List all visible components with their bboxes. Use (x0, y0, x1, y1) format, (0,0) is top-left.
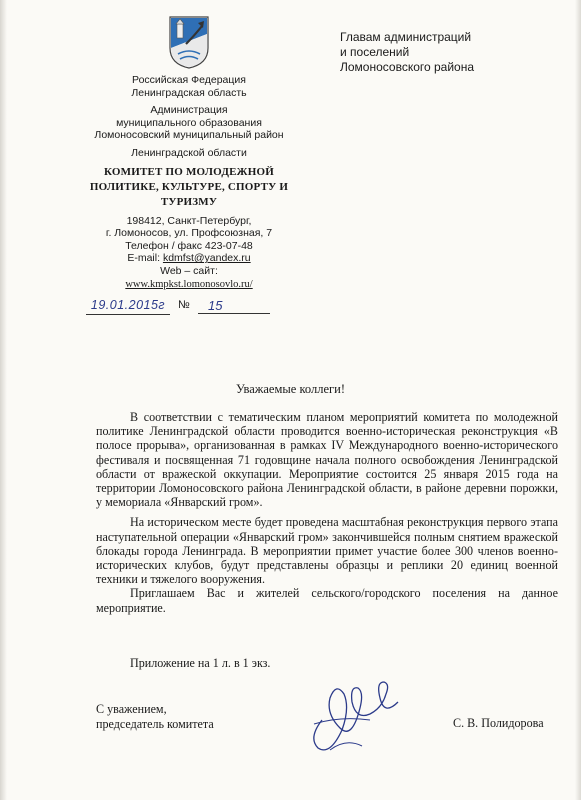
handwritten-signature (300, 668, 410, 758)
salutation: Уважаемые коллеги! (236, 382, 345, 396)
scan-edge (0, 0, 7, 800)
website-link[interactable]: www.kmpkst.lomonosovlo.ru/ (125, 278, 253, 290)
signer-name: С. В. Полидорова (453, 716, 544, 730)
address-line: 198412, Санкт-Петербург, (126, 214, 252, 227)
closing-regards: С уважением, (96, 702, 167, 716)
addressee-line: Ломоносовского района (340, 60, 475, 74)
closing (96, 702, 214, 731)
handwritten-number: 15 (198, 298, 270, 314)
body-paragraph: На историческом месте будет проведена масштабная реконструкция первого этапа наступательной операции «Январский гром» закончившейся полным снятием вражеской блокады города Ленинграда. В мероприятии примет участие более 300 членов военно-исторических клубов, будут представлены образцы и реплики 20 единиц военной техники и тяжелого вооружения. (96, 515, 558, 587)
letter-body (96, 410, 558, 615)
committee-name-line: КОМИТЕТ ПО МОЛОДЕЖНОЙ (103, 165, 275, 178)
registration-line (86, 298, 276, 316)
email-link[interactable]: kdmfst@yandex.ru (162, 252, 251, 265)
email-label: E-mail: (127, 252, 163, 265)
web-label: Web – сайт: (160, 264, 218, 277)
address-line: г. Ломоносов, ул. Профсоюзная, 7 (105, 227, 273, 240)
scan-edge (575, 0, 581, 800)
addressee-line: и поселений (340, 45, 410, 59)
body-paragraph: В соответствии с тематическим планом мероприятий комитета по молодежной политике Ленинградской области проводится военно-историческая реконструкция «В полосе прорыва», организованная в рамках IV Международного военно-исторического фестиваля и посвященная 71 годовщине начала полного освобождения Ленинградской области от вражеской оккупации. Мероприятие состоится 25 января 2015 года на территории Ломоносовского района Ленинградской области, в районе деревни порожки, у мемориала «Январский гром». (96, 410, 558, 510)
number-sign: № (178, 299, 190, 311)
addressee-line: Главам администраций (340, 30, 472, 44)
letterhead-admin-line: Ломоносовский муниципальный район (94, 129, 284, 142)
committee-name-line: ТУРИЗМУ (160, 195, 218, 208)
letterhead-region: Ленинградская область (131, 86, 247, 99)
addressee (340, 30, 540, 75)
signer-title: председатель комитета (96, 716, 214, 731)
letterhead-country: Российская Федерация (132, 74, 246, 86)
letterhead-admin-line: Администрация (150, 104, 228, 117)
letterhead-admin-line: Ленинградской области (131, 146, 247, 159)
phone-fax-line: Телефон / факс 423-07-48 (125, 239, 253, 252)
committee-name-line: ПОЛИТИКЕ, КУЛЬТУРЕ, СПОРТУ И (89, 180, 289, 193)
attachment-note: Приложение на 1 л. в 1 экз. (130, 656, 271, 670)
body-paragraph: Приглашаем Вас и жителей сельского/городского поселения на данное мероприятие. (96, 586, 558, 615)
coat-of-arms-icon (168, 14, 210, 70)
letterhead-admin-line: муниципального образования (116, 116, 262, 129)
email-line (70, 252, 308, 265)
letterhead (70, 14, 308, 292)
handwritten-date: 19.01.2015г (86, 298, 170, 315)
